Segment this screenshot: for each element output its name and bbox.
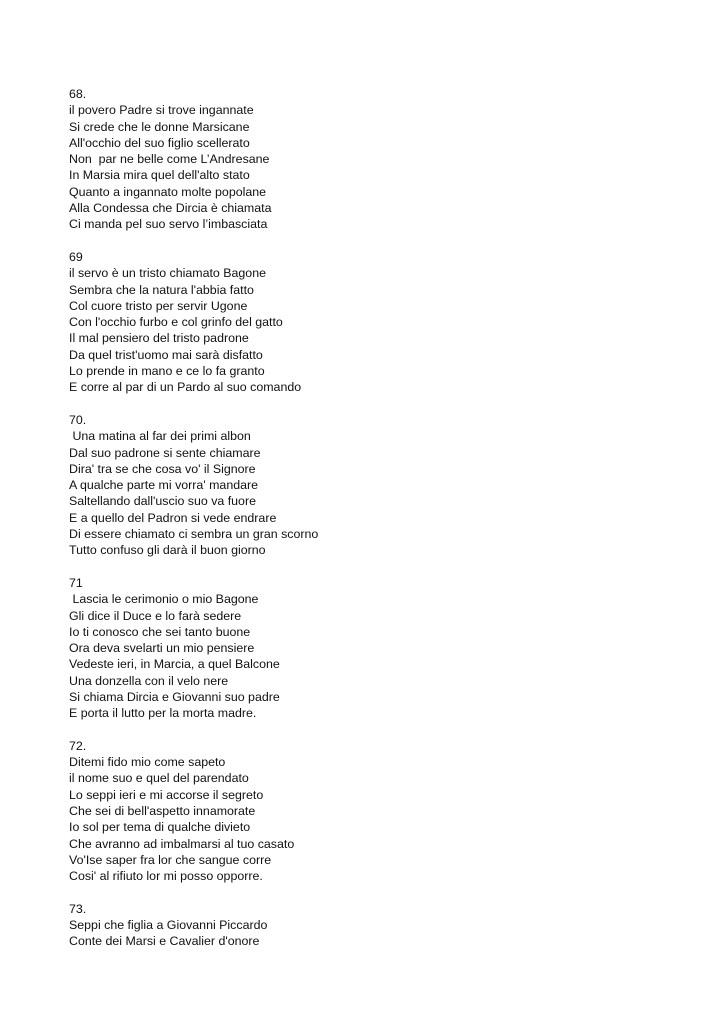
- verse-line: E corre al par di un Pardo al suo comando: [69, 380, 302, 395]
- verse-line: Col cuore tristo per servir Ugone: [69, 298, 248, 313]
- verse-line: Quanto a ingannato molte popolane: [69, 184, 267, 199]
- verse-line: Ditemi fido mio come sapeto: [69, 755, 226, 770]
- verse-line: Seppi che figlia a Giovanni Piccardo: [69, 918, 268, 933]
- stanza-70: [69, 412, 689, 559]
- verse-line: Con l'occhio furbo e col grinfo del gatto: [69, 315, 283, 330]
- verse-line: Dal suo padrone si sente chiamare: [69, 445, 261, 460]
- stanza-number: 73.: [69, 901, 87, 916]
- verse-line: All'occhio del suo figlio scellerato: [69, 135, 250, 150]
- verse-line: Alla Condessa che Dircia è chiamata: [69, 201, 272, 216]
- verse-line: A qualche parte mi vorra' mandare: [69, 478, 259, 493]
- verse-line: Cosi' al rifiuto lor mi posso opporre.: [69, 869, 263, 884]
- verse-line: Una donzella con il velo nere: [69, 673, 229, 688]
- stanza-number: 69: [69, 249, 83, 264]
- verse-line: il nome suo e quel del parendato: [69, 771, 249, 786]
- verse-line: Il mal pensiero del tristo padrone: [69, 331, 249, 346]
- verse-line: Che sei di bell'aspetto innamorate: [69, 804, 256, 819]
- stanza-number: 71: [69, 575, 83, 590]
- document-page: [69, 86, 689, 966]
- verse-line: Conte dei Marsi e Cavalier d'onore: [69, 934, 260, 949]
- stanza-69: [69, 249, 689, 396]
- verse-line: Una matina al far dei primi albon: [69, 429, 251, 444]
- stanza-71: [69, 575, 689, 722]
- verse-line: Si crede che le donne Marsicane: [69, 119, 250, 134]
- verse-line: Lo prende in mano e ce lo fa granto: [69, 364, 265, 379]
- verse-line: Di essere chiamato ci sembra un gran scorno: [69, 527, 319, 542]
- verse-line: Non par ne belle come L’Andresane: [69, 152, 270, 167]
- stanza-number: 68.: [69, 87, 87, 101]
- verse-line: Che avranno ad imbalmarsi al tuo casato: [69, 836, 295, 851]
- verse-line: Si chiama Dircia e Giovanni suo padre: [69, 689, 280, 704]
- stanza-number: 70.: [69, 412, 87, 427]
- verse-line: Tutto confuso gli darà il buon giorno: [69, 543, 266, 558]
- verse-line: In Marsia mira quel dell'alto stato: [69, 168, 250, 183]
- verse-line: E a quello del Padron si vede endrare: [69, 510, 277, 525]
- stanza-68: [69, 86, 689, 233]
- verse-line: Ci manda pel suo servo l’imbasciata: [69, 217, 268, 232]
- stanza-72: [69, 738, 689, 885]
- verse-line: Saltellando dall'uscio suo va fuore: [69, 494, 256, 509]
- verse-line: il servo è un tristo chiamato Bagone: [69, 266, 266, 281]
- stanza-number: 72.: [69, 738, 87, 753]
- verse-line: Io sol per tema di qualche divieto: [69, 820, 251, 835]
- verse-line: Gli dice il Duce e lo farà sedere: [69, 608, 242, 623]
- verse-line: Dira' tra se che cosa vo' il Signore: [69, 461, 256, 476]
- verse-line: E porta il lutto per la morta madre.: [69, 706, 257, 721]
- verse-line: Ora deva svelarti un mio pensiere: [69, 641, 255, 656]
- verse-line: Sembra che la natura l'abbia fatto: [69, 282, 254, 297]
- verse-line: Da quel trist'uomo mai sarà disfatto: [69, 347, 263, 362]
- verse-line: Vedeste ieri, in Marcia, a quel Balcone: [69, 657, 280, 672]
- verse-line: Lo seppi ieri e mi accorse il segreto: [69, 787, 264, 802]
- stanza-73: [69, 901, 689, 950]
- verse-line: il povero Padre si trove ingannate: [69, 103, 254, 118]
- verse-line: Lascia le cerimonio o mio Bagone: [69, 592, 259, 607]
- verse-line: Io ti conosco che sei tanto buone: [69, 624, 251, 639]
- verse-line: Vo'Ise saper fra lor che sangue corre: [69, 852, 272, 867]
